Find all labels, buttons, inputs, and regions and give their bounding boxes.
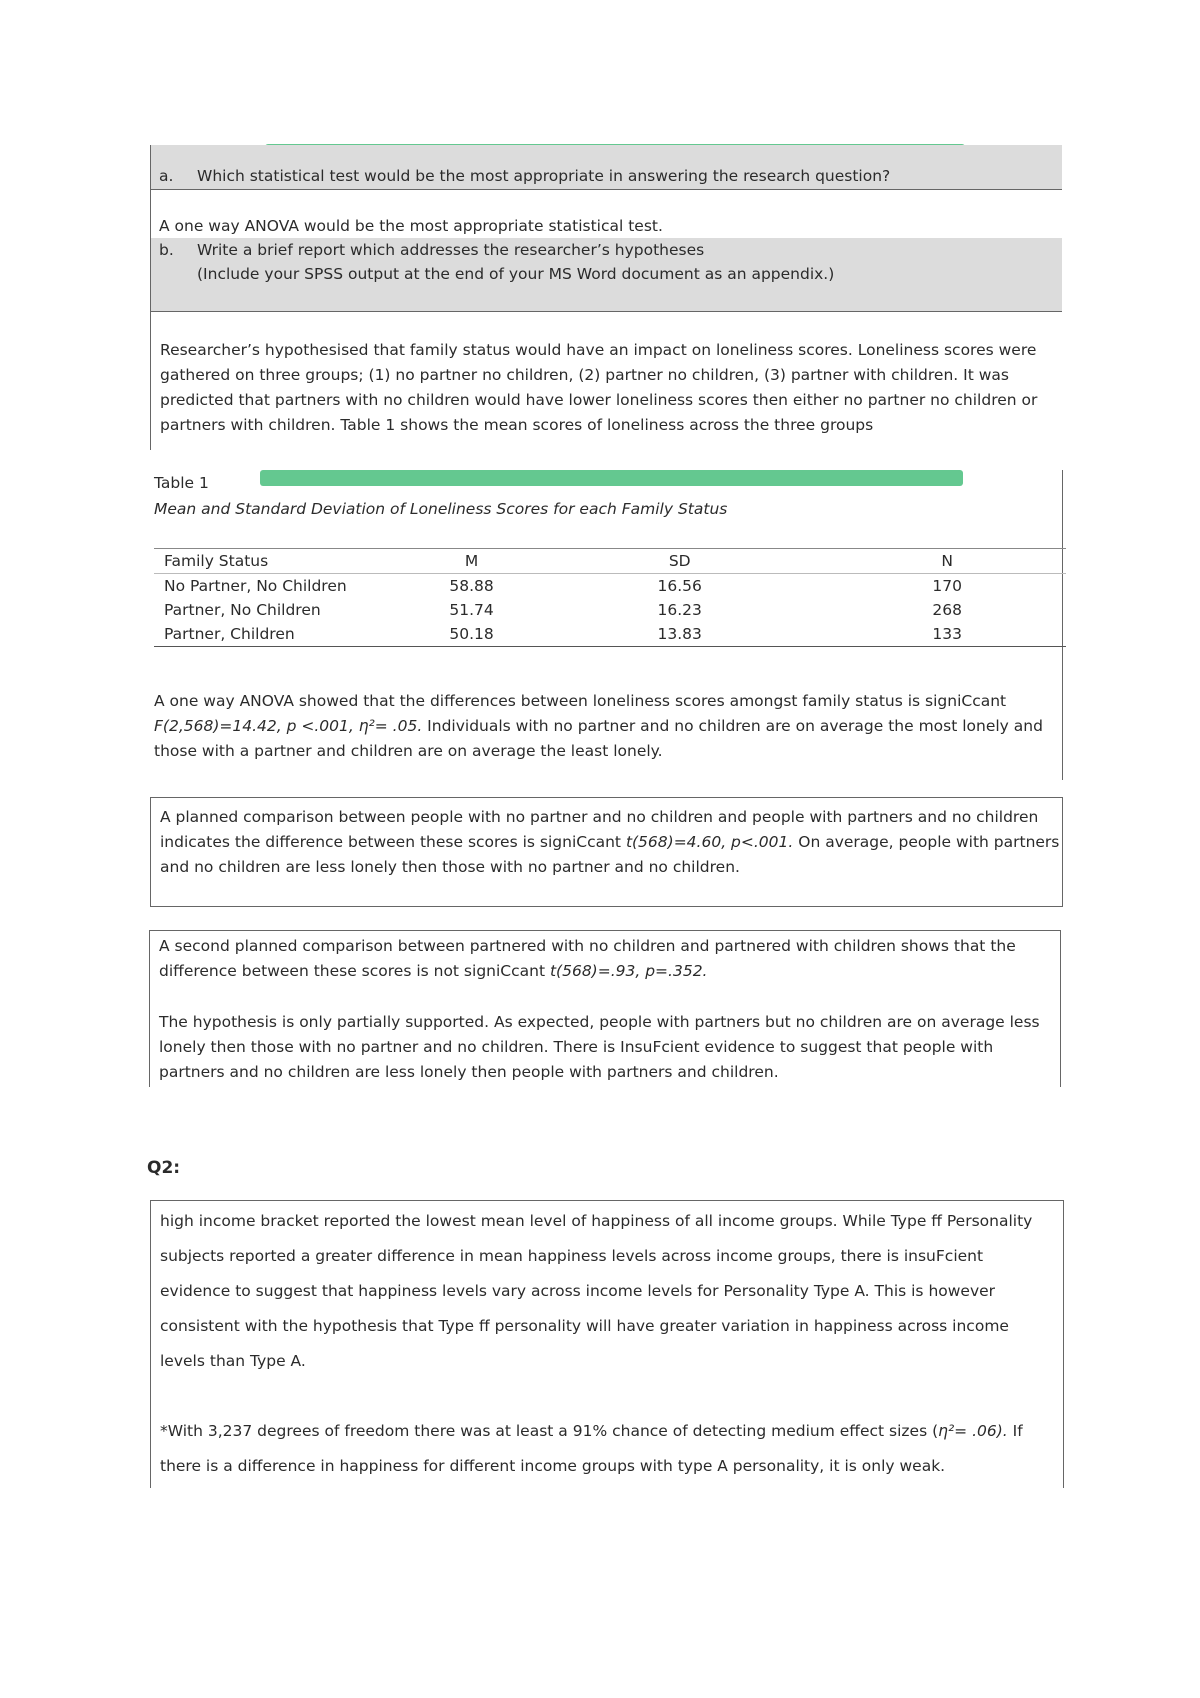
q2-note-line: [160, 1414, 1063, 1449]
question-b-line1: Write a brief report which addresses the researcher’s hypotheses: [197, 241, 705, 259]
report-intro-line: predicted that partners with no children would have lower loneliness scores then either no partner no children or: [160, 391, 1038, 409]
stats-table: [154, 548, 1066, 647]
planned1-line: A planned comparison between people with no partner and no children and people with partners and no children: [160, 808, 1039, 826]
planned2-stat: t(568)=.93, p=.352.: [549, 962, 708, 980]
q2-line: levels than Type A.: [160, 1352, 306, 1370]
cell-mean: 50.18: [412, 622, 531, 647]
table-caption: Mean and Standard Deviation of Loneliness Scores for each Family Status: [154, 500, 728, 518]
q2-line: evidence to suggest that happiness levels vary across income levels for Personality Type A. This is however: [160, 1282, 996, 1300]
q2-note-post: If: [1007, 1422, 1023, 1440]
report-intro-line: Researcher’s hypothesised that family status would have an impact on loneliness scores. Loneliness scores were: [160, 341, 1037, 359]
conclusion-line: The hypothesis is only partially supported. As expected, people with partners but no children are on average less: [159, 1013, 1040, 1031]
header-sd: SD: [531, 549, 828, 574]
cell-n: 133: [828, 622, 1066, 647]
cell-n: 268: [932, 601, 962, 619]
question-a-label: a.: [159, 167, 174, 185]
table-row: [154, 622, 1066, 647]
cell-sd: 16.56: [657, 577, 702, 595]
planned1-post: On average, people with partners: [793, 833, 1060, 851]
stats-table-wrap: [154, 548, 1066, 647]
anova-line-rest: Individuals with no partner and no children are on average the most lonely and: [422, 717, 1043, 735]
planned1-line: [160, 830, 1062, 855]
cell-mean: 58.88: [449, 577, 494, 595]
planned-comparison-1-box: [150, 797, 1063, 907]
table-row: [154, 574, 1066, 599]
question-b-label: b.: [159, 241, 174, 259]
planned1-line: and no children are less lonely then those with no partner and no children.: [160, 858, 740, 876]
cell-sd: 13.83: [531, 622, 828, 647]
anova-line: [154, 714, 1059, 739]
q2-line: consistent with the hypothesis that Type ff personality will have greater variation in happiness across income: [160, 1317, 1009, 1335]
cell-family-status: Partner, Children: [154, 622, 412, 647]
table-header-row: [154, 549, 1066, 574]
planned1-stat: t(568)=4.60, p<.001.: [625, 833, 794, 851]
table-section: [150, 470, 1063, 780]
planned2-line: A second planned comparison between partnered with no children and partnered with children shows that the: [159, 937, 1016, 955]
question-b-block: [150, 238, 1062, 312]
anova-paragraph: [154, 689, 1059, 764]
cell-family-status: No Partner, No Children: [164, 577, 347, 595]
cell-sd: 16.23: [657, 601, 702, 619]
q2-note-pre: *With 3,237 degrees of freedom there was at least a 91% chance of detecting medium effect sizes (: [160, 1422, 939, 1440]
report-intro-line: partners with children. Table 1 shows the mean scores of loneliness across the three groups: [160, 416, 874, 434]
q2-box: [150, 1200, 1064, 1488]
planned2-line: [159, 959, 1060, 984]
conclusion-line: partners and no children are less lonely then people with partners and children.: [159, 1063, 779, 1081]
planned1-pre: indicates the difference between these scores is signiCcant: [160, 833, 626, 851]
planned2-pre: difference between these scores is not signiCcant: [159, 962, 550, 980]
answer-a: A one way ANOVA would be the most appropriate statistical test.: [159, 217, 663, 235]
table-label: Table 1: [154, 474, 209, 492]
cell-family-status: Partner, No Children: [164, 601, 321, 619]
anova-line: those with a partner and children are on average the least lonely.: [154, 742, 663, 760]
planned-comparison-2-box: [149, 930, 1061, 1087]
q2-heading: Q2:: [147, 1158, 181, 1178]
question-a-block: [150, 145, 1062, 190]
anova-stat: F(2,568)=14.42, p <.001, η²= .05.: [154, 717, 423, 735]
header-mean: M: [412, 549, 531, 574]
anova-line: A one way ANOVA showed that the differences between loneliness scores amongst family status is signiCcant: [154, 692, 1007, 710]
q2-note-line: there is a difference in happiness for different income groups with type A personality, it is only weak.: [160, 1457, 946, 1475]
cell-n: 170: [932, 577, 962, 595]
q2-line: subjects reported a greater difference in mean happiness levels across income groups, there is insuFcient: [160, 1247, 984, 1265]
header-n: N: [828, 549, 1066, 574]
q2-note-stat: η²= .06).: [938, 1422, 1008, 1440]
question-a-text: Which statistical test would be the most appropriate in answering the research question?: [197, 167, 891, 185]
q2-line: high income bracket reported the lowest mean level of happiness of all income groups. While Type ff Personality: [160, 1212, 1033, 1230]
question-b-line2: (Include your SPSS output at the end of your MS Word document as an appendix.): [197, 265, 835, 283]
report-intro-line: gathered on three groups; (1) no partner no children, (2) partner no children, (3) partner with children. It was: [160, 366, 1009, 384]
header-family-status: Family Status: [154, 549, 412, 574]
cell-mean: 51.74: [449, 601, 494, 619]
report-intro-block: [150, 312, 1062, 450]
conclusion-line: lonely then those with no partner and no children. There is InsuFcient evidence to suggest that people with: [159, 1038, 994, 1056]
table-row: [154, 598, 1066, 622]
